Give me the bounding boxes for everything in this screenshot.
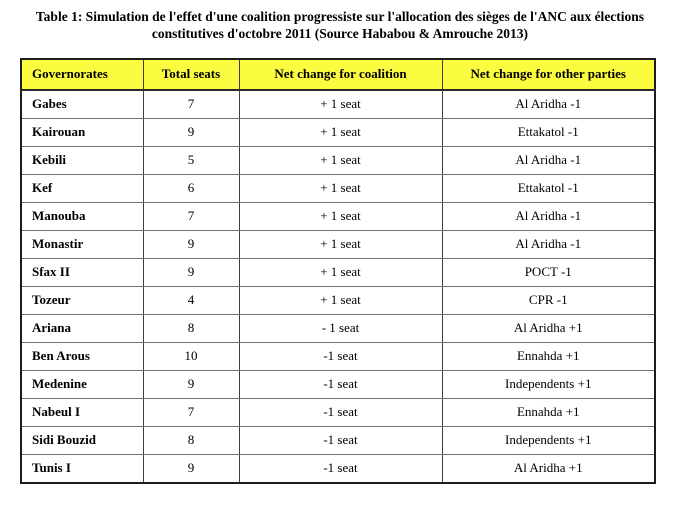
column-header-net-change-coalition: Net change for coalition <box>239 59 442 90</box>
other-parties-change-cell: Al Aridha -1 <box>442 202 655 230</box>
coalition-change-cell: - 1 seat <box>239 314 442 342</box>
table-row <box>21 118 655 146</box>
table-row <box>21 398 655 426</box>
coalition-change-cell: + 1 seat <box>239 286 442 314</box>
other-parties-change-cell: Independents +1 <box>442 426 655 454</box>
coalition-change-cell: -1 seat <box>239 426 442 454</box>
total-seats-cell: 9 <box>143 454 239 483</box>
coalition-change-cell: -1 seat <box>239 398 442 426</box>
coalition-change-cell: + 1 seat <box>239 230 442 258</box>
column-header-total-seats: Total seats <box>143 59 239 90</box>
coalition-change-cell: + 1 seat <box>239 90 442 119</box>
total-seats-cell: 9 <box>143 118 239 146</box>
table-row <box>21 426 655 454</box>
table-row <box>21 314 655 342</box>
other-parties-change-cell: Ennahda +1 <box>442 398 655 426</box>
table-row <box>21 230 655 258</box>
table-row <box>21 258 655 286</box>
governorate-cell: Ariana <box>21 314 143 342</box>
total-seats-cell: 8 <box>143 426 239 454</box>
governorate-cell: Medenine <box>21 370 143 398</box>
other-parties-change-cell: Al Aridha -1 <box>442 90 655 119</box>
governorate-cell: Sfax II <box>21 258 143 286</box>
column-header-governorates: Governorates <box>21 59 143 90</box>
total-seats-cell: 4 <box>143 286 239 314</box>
coalition-change-cell: + 1 seat <box>239 118 442 146</box>
table-body <box>21 90 655 483</box>
governorate-cell: Gabes <box>21 90 143 119</box>
coalition-change-cell: + 1 seat <box>239 258 442 286</box>
other-parties-change-cell: Al Aridha +1 <box>442 454 655 483</box>
other-parties-change-cell: Al Aridha -1 <box>442 146 655 174</box>
total-seats-cell: 7 <box>143 398 239 426</box>
header-row <box>21 59 655 90</box>
coalition-change-cell: + 1 seat <box>239 202 442 230</box>
governorate-cell: Kebili <box>21 146 143 174</box>
coalition-change-cell: -1 seat <box>239 454 442 483</box>
total-seats-cell: 9 <box>143 370 239 398</box>
total-seats-cell: 10 <box>143 342 239 370</box>
governorate-cell: Sidi Bouzid <box>21 426 143 454</box>
other-parties-change-cell: Ennahda +1 <box>442 342 655 370</box>
governorate-cell: Manouba <box>21 202 143 230</box>
total-seats-cell: 9 <box>143 230 239 258</box>
governorate-cell: Kef <box>21 174 143 202</box>
table-row <box>21 146 655 174</box>
other-parties-change-cell: Independents +1 <box>442 370 655 398</box>
coalition-change-cell: + 1 seat <box>239 146 442 174</box>
coalition-change-cell: -1 seat <box>239 342 442 370</box>
coalition-change-cell: + 1 seat <box>239 174 442 202</box>
governorate-cell: Kairouan <box>21 118 143 146</box>
table-row <box>21 90 655 119</box>
table-title <box>0 0 680 43</box>
total-seats-cell: 7 <box>143 90 239 119</box>
table-row <box>21 174 655 202</box>
governorate-cell: Tozeur <box>21 286 143 314</box>
other-parties-change-cell: POCT -1 <box>442 258 655 286</box>
total-seats-cell: 6 <box>143 174 239 202</box>
table-row <box>21 370 655 398</box>
table-title-line1: Table 1: Simulation de l'effet d'une coalition progressiste sur l'allocation des sièges de l'ANC aux élections <box>35 9 645 24</box>
governorate-cell: Monastir <box>21 230 143 258</box>
simulation-table <box>20 58 656 484</box>
table-row <box>21 286 655 314</box>
table-row <box>21 342 655 370</box>
governorate-cell: Ben Arous <box>21 342 143 370</box>
total-seats-cell: 7 <box>143 202 239 230</box>
other-parties-change-cell: CPR -1 <box>442 286 655 314</box>
other-parties-change-cell: Al Aridha -1 <box>442 230 655 258</box>
governorate-cell: Tunis I <box>21 454 143 483</box>
other-parties-change-cell: Al Aridha +1 <box>442 314 655 342</box>
other-parties-change-cell: Ettakatol -1 <box>442 118 655 146</box>
table-title-line2: constitutives d'octobre 2011 (Source Hababou & Amrouche 2013) <box>151 26 529 42</box>
total-seats-cell: 5 <box>143 146 239 174</box>
total-seats-cell: 8 <box>143 314 239 342</box>
other-parties-change-cell: Ettakatol -1 <box>442 174 655 202</box>
governorate-cell: Nabeul I <box>21 398 143 426</box>
coalition-change-cell: -1 seat <box>239 370 442 398</box>
column-header-net-change-other-parties: Net change for other parties <box>442 59 655 90</box>
table-row <box>21 202 655 230</box>
total-seats-cell: 9 <box>143 258 239 286</box>
table-row <box>21 454 655 483</box>
